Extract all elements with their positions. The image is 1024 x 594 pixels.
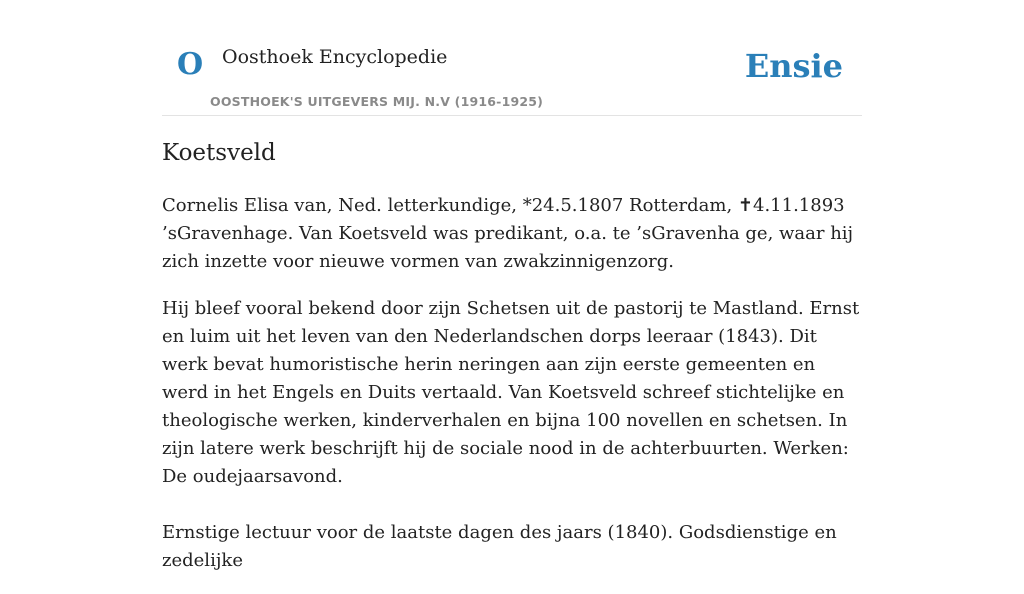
- oosthoek-logo-link[interactable]: O: [177, 47, 204, 82]
- article-paragraph: Hij bleef vooral bekend door zijn Schetsen uit de pastorij te Mastland. Ernst en luim uit het leven van den Nederlandschen dorps leeraar (1843). Dit werk bevat humoristische herin neringen aan zijn eerste gemeenten en werd in het Engels en Duits vertaald. Van Koetsveld schreef stichtelijke en theologische werken, kinderverhalen en bijna 100 novellen en schetsen. In zijn latere werk beschrijft hij de sociale nood in de achterbuurten. Werken: De oudejaarsavond.: [162, 298, 860, 487]
- article-paragraph: Ernstige lectuur voor de laatste dagen des jaars (1840). Godsdienstige en zedelijke: [162, 522, 837, 571]
- content-container: [162, 0, 862, 571]
- article-body: [162, 192, 862, 594]
- article-paragraph: Cornelis Elisa van, Ned. letterkundige, *24.5.1807 Rotterdam, ✝4.11.1893 ’sGravenhage. Van Koetsveld was predikant, o.a. te ’sGravenha ge, waar hij zich inzette voor nieuwe vormen van zwakzinnigenzorg.: [162, 195, 854, 272]
- publisher-subtitle: OOSTHOEK'S UITGEVERS MIJ. N.V (1916-1925): [210, 94, 544, 109]
- site-header: [162, 0, 862, 116]
- ensie-logo-link[interactable]: Ensie: [744, 47, 843, 85]
- site-title: Oosthoek Encyclopedie: [222, 46, 448, 68]
- article-title: Koetsveld: [162, 140, 276, 166]
